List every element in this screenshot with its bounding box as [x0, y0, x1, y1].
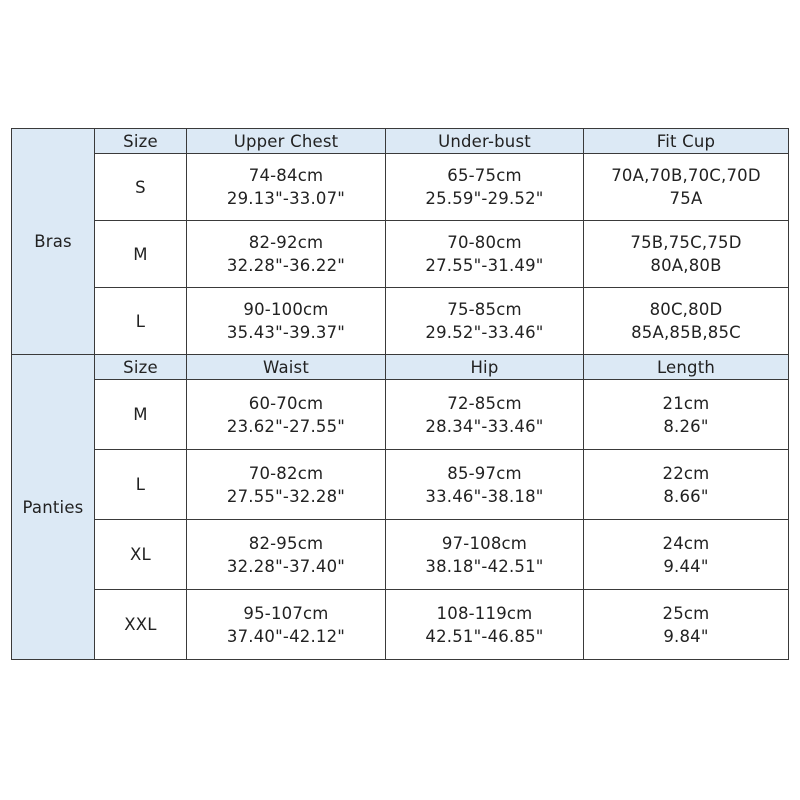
size-chart-table: [11, 128, 789, 660]
hip-cell: 72-85cm 28.34"-33.46": [386, 380, 584, 450]
size-cell: XL: [95, 520, 187, 590]
fit-cup-cell: 80C,80D 85A,85B,85C: [584, 288, 789, 355]
table-row: [12, 221, 789, 288]
waist-cell: 82-95cm 32.28"-37.40": [187, 520, 386, 590]
waist-cell: 60-70cm 23.62"-27.55": [187, 380, 386, 450]
header-hip: Hip: [386, 355, 584, 380]
under-bust-cell: 75-85cm 29.52"-33.46": [386, 288, 584, 355]
bras-header-row: [12, 129, 789, 154]
size-cell: L: [95, 288, 187, 355]
length-cell: 25cm 9.84": [584, 590, 789, 660]
header-upper-chest: Upper Chest: [187, 129, 386, 154]
header-size: Size: [95, 129, 187, 154]
under-bust-cell: 65-75cm 25.59"-29.52": [386, 154, 584, 221]
bras-category-label: Bras: [12, 129, 95, 355]
size-cell: S: [95, 154, 187, 221]
table-row: [12, 154, 789, 221]
header-length: Length: [584, 355, 789, 380]
fit-cup-cell: 75B,75C,75D 80A,80B: [584, 221, 789, 288]
upper-chest-cell: 90-100cm 35.43"-39.37": [187, 288, 386, 355]
size-cell: M: [95, 221, 187, 288]
hip-cell: 97-108cm 38.18"-42.51": [386, 520, 584, 590]
header-waist: Waist: [187, 355, 386, 380]
hip-cell: 108-119cm 42.51"-46.85": [386, 590, 584, 660]
table-row: [12, 520, 789, 590]
table-row: [12, 380, 789, 450]
header-under-bust: Under-bust: [386, 129, 584, 154]
fit-cup-cell: 70A,70B,70C,70D 75A: [584, 154, 789, 221]
size-cell: L: [95, 450, 187, 520]
header-fit-cup: Fit Cup: [584, 129, 789, 154]
length-cell: 21cm 8.26": [584, 380, 789, 450]
under-bust-cell: 70-80cm 27.55"-31.49": [386, 221, 584, 288]
upper-chest-cell: 74-84cm 29.13"-33.07": [187, 154, 386, 221]
upper-chest-cell: 82-92cm 32.28"-36.22": [187, 221, 386, 288]
size-cell: M: [95, 380, 187, 450]
length-cell: 24cm 9.44": [584, 520, 789, 590]
hip-cell: 85-97cm 33.46"-38.18": [386, 450, 584, 520]
waist-cell: 95-107cm 37.40"-42.12": [187, 590, 386, 660]
size-cell: XXL: [95, 590, 187, 660]
table-row: [12, 450, 789, 520]
header-size: Size: [95, 355, 187, 380]
length-cell: 22cm 8.66": [584, 450, 789, 520]
panties-category-label: Panties: [12, 355, 95, 660]
panties-header-row: [12, 355, 789, 380]
table-row: [12, 288, 789, 355]
waist-cell: 70-82cm 27.55"-32.28": [187, 450, 386, 520]
table-row: [12, 590, 789, 660]
